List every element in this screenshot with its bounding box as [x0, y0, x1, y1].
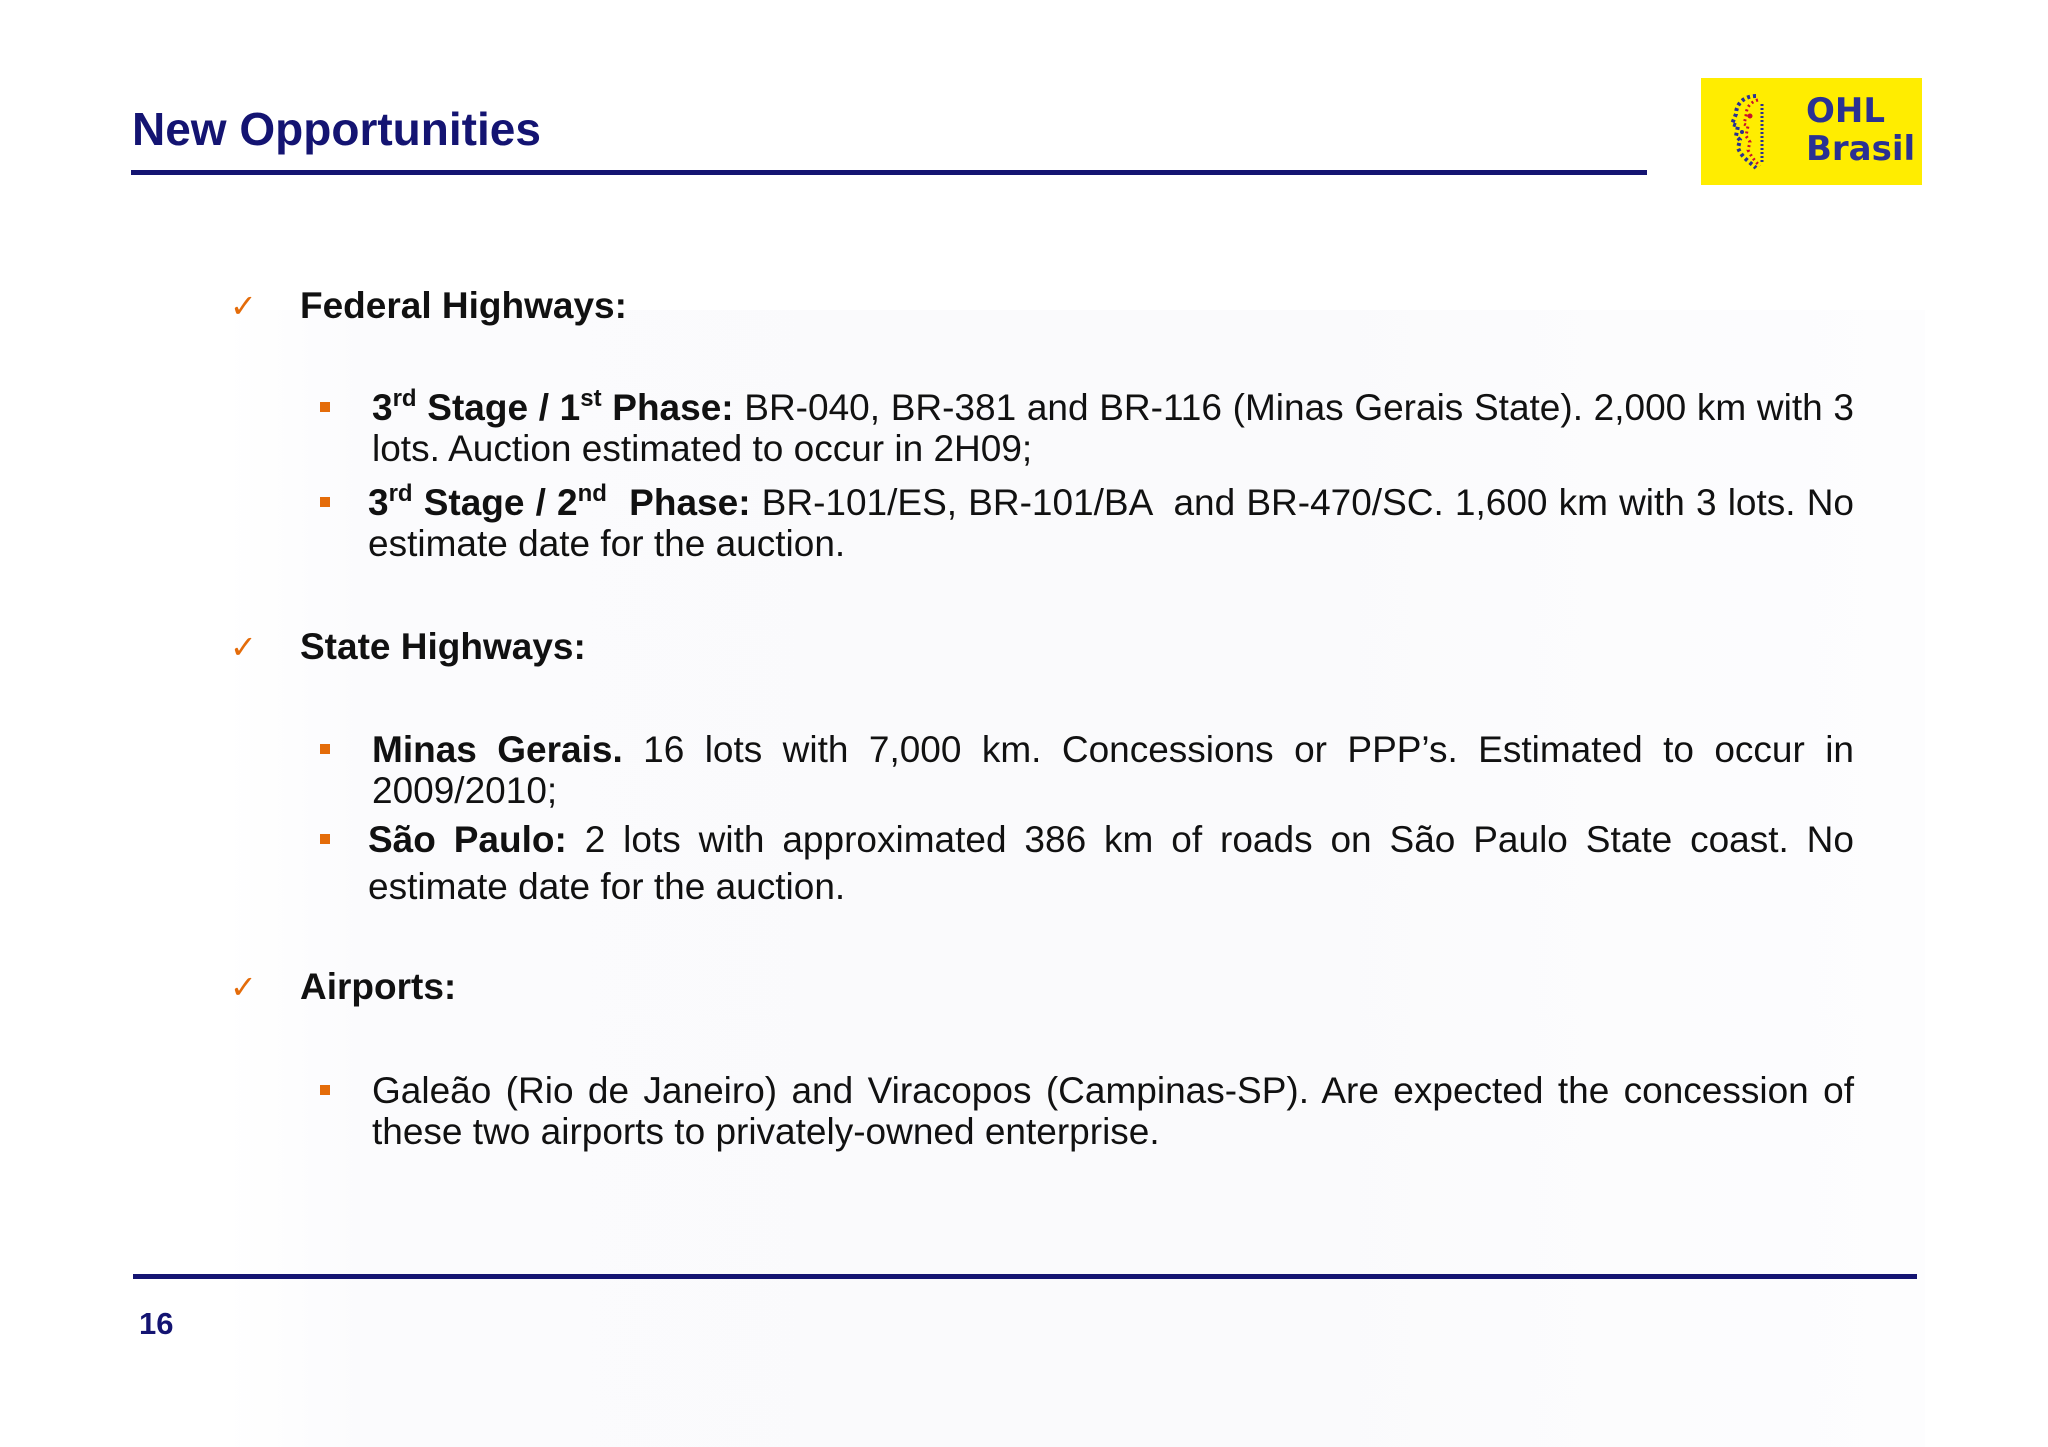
label-superscript: st	[580, 385, 602, 412]
square-bullet-icon	[320, 834, 330, 844]
ohl-face-mark-icon	[1726, 92, 1770, 172]
label-part: Stage / 2	[412, 482, 578, 523]
list-item-label: São Paulo:	[368, 819, 567, 860]
page-number: 16	[139, 1306, 174, 1341]
ohl-brasil-logo	[1701, 78, 1922, 185]
list-item-text	[372, 387, 1854, 469]
list-item-body: BR-040, BR-381 and BR-116 (Minas Gerais State). 2,000 km with 3 lots. Auction estimated to occur in 2H09;	[372, 387, 1854, 469]
checkmark-icon: ✓	[230, 287, 257, 325]
label-part: 3	[368, 482, 389, 523]
label-part: Phase:	[606, 482, 751, 523]
square-bullet-icon	[320, 402, 330, 412]
label-part: Stage / 1	[416, 387, 581, 428]
list-item-label	[368, 482, 751, 523]
footer-divider	[133, 1274, 1917, 1279]
checkmark-icon: ✓	[230, 968, 257, 1006]
label-superscript: rd	[388, 480, 413, 507]
section-heading-label: State Highways:	[300, 626, 586, 667]
label-part: Phase:	[601, 387, 734, 428]
logo-line-2: Brasil	[1806, 129, 1916, 169]
square-bullet-icon	[320, 1085, 330, 1095]
logo-line-1: OHL	[1806, 91, 1886, 131]
section-heading-label: Federal Highways:	[300, 285, 627, 326]
list-item-text	[368, 816, 1854, 910]
section-heading-state-highways	[230, 626, 586, 668]
square-bullet-icon	[320, 497, 330, 507]
label-superscript: rd	[392, 385, 417, 412]
title-underline	[131, 170, 1647, 175]
list-item-text	[368, 480, 1865, 564]
list-item-body: BR-101/ES, BR-101/BA and BR-470/SC. 1,600 km with 3 lots. No estimate date for the auction.	[368, 482, 1865, 564]
list-item-text	[372, 729, 1854, 811]
logo-wordmark	[1806, 92, 1915, 168]
label-superscript: nd	[577, 480, 607, 507]
list-item-label	[372, 387, 734, 428]
page-title: New Opportunities	[132, 103, 541, 155]
list-item-body: 16 lots with 7,000 km. Concessions or PPP’s. Estimated to occur in 2009/2010;	[372, 729, 1854, 811]
list-item-label: Minas Gerais.	[372, 729, 623, 770]
list-item-body: Galeão (Rio de Janeiro) and Viracopos (Campinas-SP). Are expected the concession of these two airports to privately-owned enterprise.	[372, 1070, 1854, 1152]
checkmark-icon: ✓	[230, 628, 257, 666]
label-part: 3	[372, 387, 393, 428]
list-item-text	[372, 1070, 1854, 1152]
section-heading-label: Airports:	[300, 966, 457, 1007]
section-heading-airports	[230, 966, 456, 1008]
square-bullet-icon	[320, 744, 330, 754]
list-item-body: 2 lots with approximated 386 km of roads on São Paulo State coast. No estimate date for the auction.	[368, 819, 1854, 907]
section-heading-federal-highways	[230, 285, 627, 327]
